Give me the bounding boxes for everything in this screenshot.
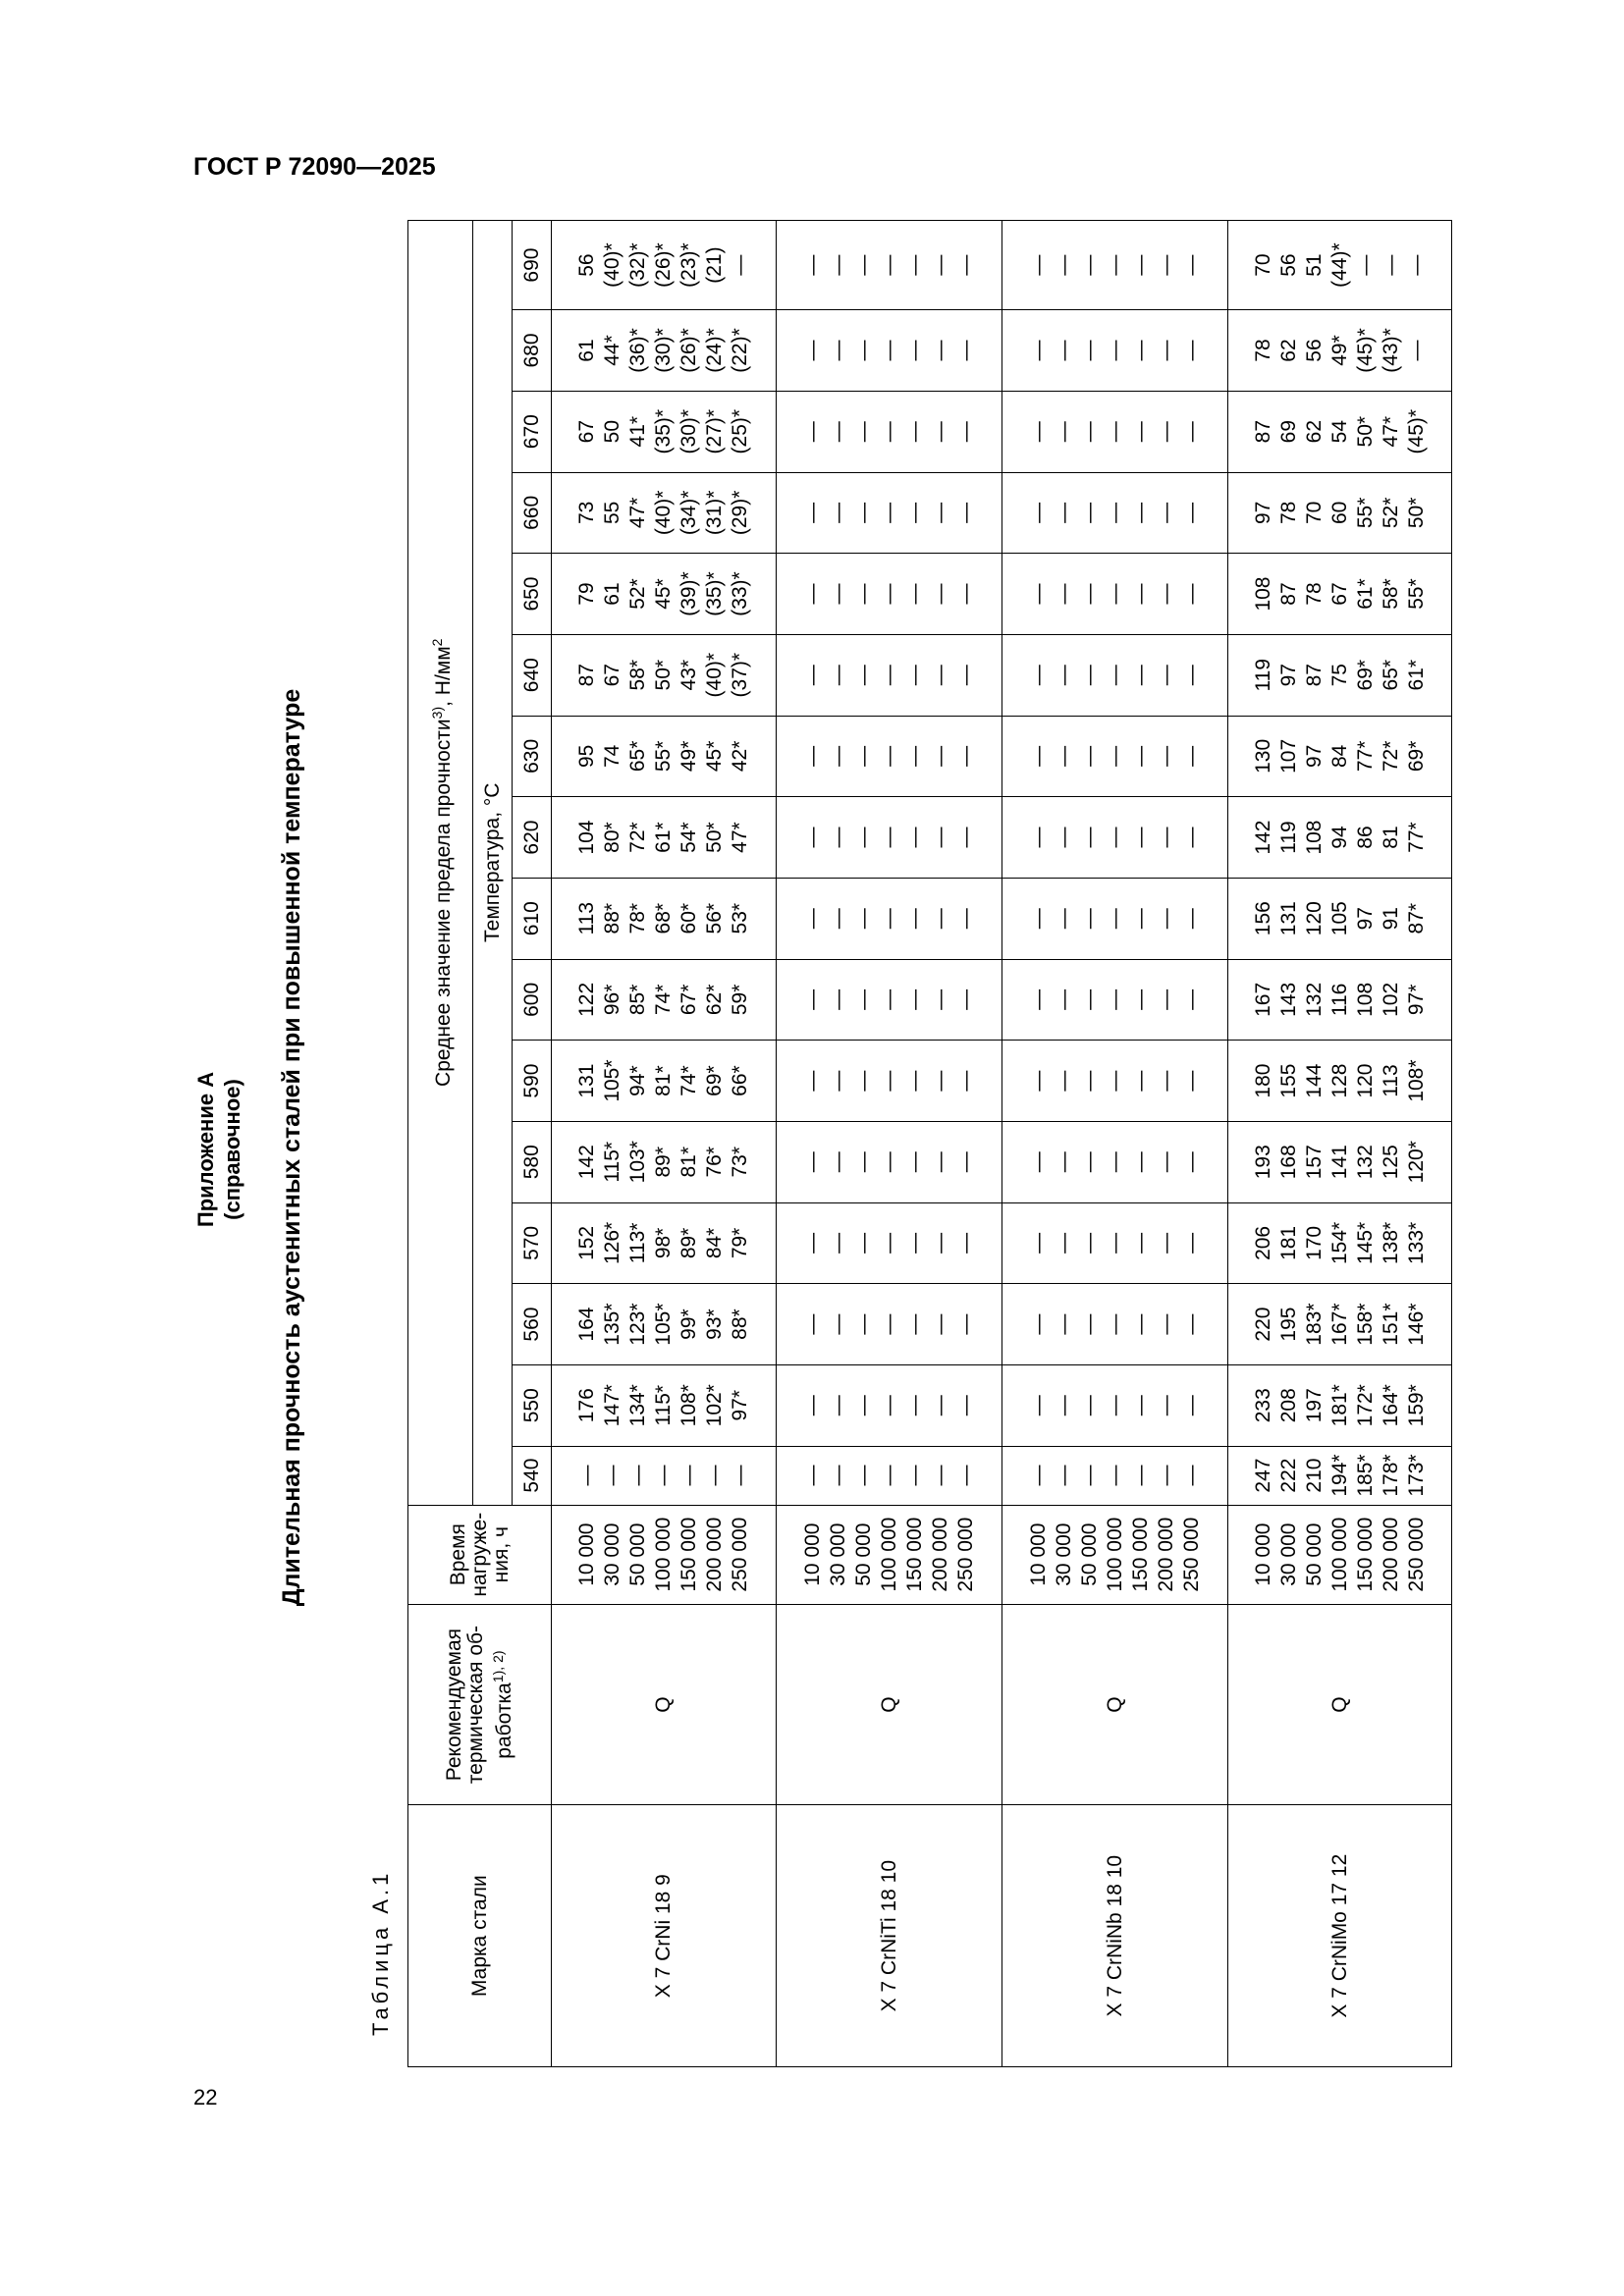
strength-value-cell: — — — — — — — (1002, 634, 1228, 716)
strength-table (407, 220, 1452, 2067)
strength-value-cell: 78 62 56 49* (45)* (43)* — (1228, 310, 1452, 392)
strength-value-cell: 152 126* 113* 98* 89* 84* 79* (552, 1202, 777, 1284)
strength-value-cell: — — — — — — — (1002, 1041, 1228, 1122)
temp-header: 660 (513, 472, 552, 554)
temp-header: 690 (513, 221, 552, 310)
strength-value-cell: — — — — — — — (1002, 221, 1228, 310)
strength-value-cell: — — — — — — — (1002, 472, 1228, 554)
strength-value-cell: — — — — — — — (552, 1446, 777, 1505)
temp-header: 670 (513, 391, 552, 472)
appendix-subtitle: (справочное) (220, 1079, 244, 1220)
header-treatment (408, 1604, 552, 1805)
temp-header: 570 (513, 1202, 552, 1284)
temp-header: 560 (513, 1284, 552, 1365)
temp-header: 680 (513, 310, 552, 392)
strength-value-cell: — — — — — — — (1002, 1202, 1228, 1284)
table-body (552, 221, 1452, 2067)
strength-value-cell: 206 181 170 154* 145* 138* 133* (1228, 1202, 1452, 1284)
temp-header: 630 (513, 716, 552, 797)
header-strength-footnote: 3) (429, 706, 445, 720)
appendix-heading (192, 1072, 245, 1227)
strength-value-cell: — — — — — — — (777, 1446, 1002, 1505)
strength-value-cell: — — — — — — — (777, 1364, 1002, 1446)
document-code: ГОСТ Р 72090—2025 (193, 153, 436, 181)
strength-value-cell: — — — — — — — (1002, 554, 1228, 635)
strength-value-cell: — — — — — — — (777, 221, 1002, 310)
strength-value-cell: — — — — — — — (777, 391, 1002, 472)
temp-header: 640 (513, 634, 552, 716)
strength-value-cell: — — — — — — — (777, 959, 1002, 1041)
strength-value-cell: 95 74 65* 55* 49* 45* 42* (552, 716, 777, 797)
load-time-cell: 10 000 30 000 50 000 100 000 150 000 200 000 250 000 (777, 1505, 1002, 1604)
steel-grade-cell: X 7 CrNiNb 18 10 (1002, 1805, 1228, 2067)
strength-value-cell: 193 168 157 141 132 125 120* (1228, 1121, 1452, 1202)
strength-value-cell: — — — — — — — (777, 554, 1002, 635)
temp-header: 550 (513, 1364, 552, 1446)
strength-value-cell: 176 147* 134* 115* 108* 102* 97* (552, 1364, 777, 1446)
temp-header: 600 (513, 959, 552, 1041)
appendix-title: Приложение А (193, 1071, 218, 1228)
table-row (1002, 221, 1228, 2067)
treatment-cell: Q (777, 1604, 1002, 1805)
strength-value-cell: — — — — — — — (1002, 959, 1228, 1041)
header-treatment-footnote: 1), 2) (490, 1650, 506, 1683)
treatment-cell: Q (552, 1604, 777, 1805)
header-strength (408, 221, 473, 1506)
header-strength-text: Среднее значение предела прочности (432, 719, 455, 1087)
strength-value-cell: — — — — — — — (777, 1041, 1002, 1122)
strength-value-cell: 180 155 144 128 120 113 108* (1228, 1041, 1452, 1122)
header-steel: Марка стали (408, 1805, 552, 2067)
strength-value-cell: 104 80* 72* 61* 54* 50* 47* (552, 797, 777, 879)
header-treatment-line2: термическая об- (464, 1625, 487, 1785)
strength-value-cell: 113 88* 78* 68* 60* 56* 53* (552, 878, 777, 959)
table-row (777, 221, 1002, 2067)
header-time-line1: Время (446, 1523, 469, 1586)
strength-value-cell: — — — — — — — (777, 1284, 1002, 1365)
header-strength-unit-power: 2 (429, 638, 445, 647)
header-time-line2: нагруже- (467, 1512, 491, 1597)
header-treatment-line1: Рекомендуемая (443, 1628, 465, 1782)
table-header (408, 221, 552, 2067)
strength-value-cell: 87 67 58* 50* 43* (40)* (37)* (552, 634, 777, 716)
header-treatment-text: работка (493, 1682, 515, 1759)
temp-header: 580 (513, 1121, 552, 1202)
table-row (552, 221, 777, 2067)
strength-value-cell: 142 119 108 94 86 81 77* (1228, 797, 1452, 879)
temp-header: 590 (513, 1041, 552, 1122)
strength-value-cell: — — — — — — — (777, 797, 1002, 879)
table-label: Таблица А.1 (368, 1869, 393, 2036)
header-temperature: Температура, °С (473, 221, 513, 1506)
strength-value-cell: — — — — — — — (777, 1202, 1002, 1284)
treatment-cell: Q (1228, 1604, 1452, 1805)
strength-value-cell: 97 78 70 60 55* 52* 50* (1228, 472, 1452, 554)
strength-value-cell: — — — — — — — (777, 310, 1002, 392)
strength-value-cell: 87 69 62 54 50* 47* (45)* (1228, 391, 1452, 472)
strength-value-cell: 156 131 120 105 97 91 87* (1228, 878, 1452, 959)
strength-value-cell: 131 105* 94* 81* 74* 69* 66* (552, 1041, 777, 1122)
strength-value-cell: 164 135* 123* 105* 99* 93* 88* (552, 1284, 777, 1365)
page-number: 22 (193, 2085, 218, 2109)
header-treatment-line3 (487, 1605, 515, 1805)
temp-header: 540 (513, 1446, 552, 1505)
strength-value-cell: 61 44* (36)* (30)* (26)* (24)* (22)* (552, 310, 777, 392)
steel-grade-cell: X 7 CrNiTi 18 10 (777, 1805, 1002, 2067)
temp-header: 650 (513, 554, 552, 635)
strength-value-cell: — — — — — — — (1002, 310, 1228, 392)
strength-value-cell: — — — — — — — (1002, 1121, 1228, 1202)
strength-value-cell: — — — — — — — (1002, 391, 1228, 472)
strength-value-cell: — — — — — — — (1002, 1284, 1228, 1365)
strength-value-cell: 73 55 47* (40)* (34)* (31)* (29)* (552, 472, 777, 554)
strength-value-cell: — — — — — — — (777, 634, 1002, 716)
strength-value-cell: 220 195 183* 167* 158* 151* 146* (1228, 1284, 1452, 1365)
strength-value-cell: 119 97 87 75 69* 65* 61* (1228, 634, 1452, 716)
steel-grade-cell: X 7 CrNiMo 17 12 (1228, 1805, 1452, 2067)
strength-value-cell: — — — — — — — (1002, 716, 1228, 797)
table-title: Длительная прочность аустенитных сталей при повышенной температуре (278, 688, 305, 1607)
strength-value-cell: 122 96* 85* 74* 67* 62* 59* (552, 959, 777, 1041)
load-time-cell: 10 000 30 000 50 000 100 000 150 000 200 000 250 000 (1228, 1505, 1452, 1604)
header-time (408, 1505, 552, 1604)
strength-value-cell: — — — — — — — (777, 716, 1002, 797)
strength-value-cell: 108 87 78 67 61* 58* 55* (1228, 554, 1452, 635)
strength-value-cell: 56 (40)* (32)* (26)* (23)* (21) — (552, 221, 777, 310)
steel-grade-cell: X 7 CrNi 18 9 (552, 1805, 777, 2067)
load-time-cell: 10 000 30 000 50 000 100 000 150 000 200 000 250 000 (1002, 1505, 1228, 1604)
strength-value-cell: — — — — — — — (1002, 797, 1228, 879)
strength-value-cell: — — — — — — — (1002, 1446, 1228, 1505)
strength-value-cell: 233 208 197 181* 172* 164* 159* (1228, 1364, 1452, 1446)
strength-value-cell: 67 50 41* (35)* (30)* (27)* (25)* (552, 391, 777, 472)
strength-value-cell: — — — — — — — (777, 472, 1002, 554)
strength-value-cell: 70 56 51 (44)* — — — (1228, 221, 1452, 310)
table-row (1228, 221, 1452, 2067)
treatment-cell: Q (1002, 1604, 1228, 1805)
temp-header: 620 (513, 797, 552, 879)
strength-value-cell: 167 143 132 116 108 102 97* (1228, 959, 1452, 1041)
header-time-line3: ния, ч (489, 1526, 513, 1583)
header-strength-unit: , Н/мм (432, 646, 455, 707)
strength-value-cell: — — — — — — — (777, 1121, 1002, 1202)
temp-header: 610 (513, 878, 552, 959)
strength-value-cell: — — — — — — — (1002, 1364, 1228, 1446)
strength-value-cell: 142 115* 103* 89* 81* 76* 73* (552, 1121, 777, 1202)
strength-value-cell: 79 61 52* 45* (39)* (35)* (33)* (552, 554, 777, 635)
strength-value-cell: — — — — — — — (1002, 878, 1228, 959)
strength-value-cell: — — — — — — — (777, 878, 1002, 959)
strength-value-cell: 247 222 210 194* 185* 178* 173* (1228, 1446, 1452, 1505)
load-time-cell: 10 000 30 000 50 000 100 000 150 000 200 000 250 000 (552, 1505, 777, 1604)
strength-value-cell: 130 107 97 84 77* 72* 69* (1228, 716, 1452, 797)
